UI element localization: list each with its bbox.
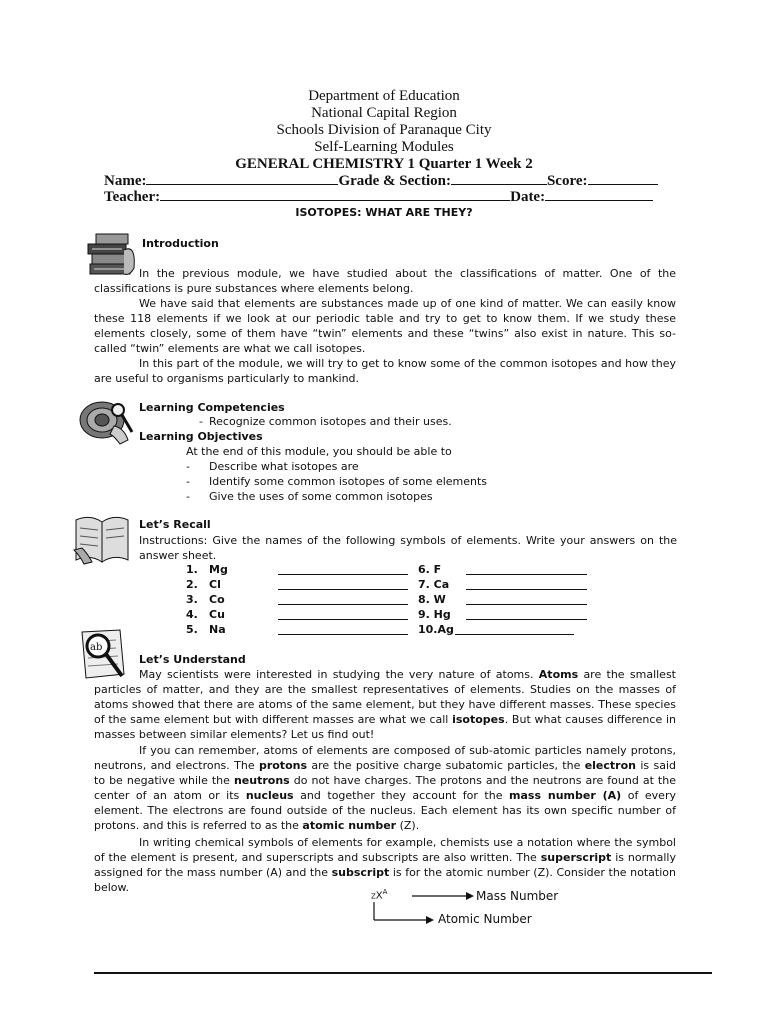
recall-right-7: 7. Ca [418,578,450,591]
target-icon [78,396,136,446]
teacher-label: Teacher: [104,189,161,205]
footer-rule [94,972,712,974]
understand-heading: Let’s Understand [139,653,246,666]
objectives-lead: At the end of this module, you should be able to [186,445,452,458]
name-label: Name: [104,173,147,189]
recall-left-4: 4. Cu [186,608,225,621]
recall-left-5: 5. Na [186,623,226,636]
intro-paragraph-2: We have said that elements are substances made up of one kind of matter. We can easily know these 118 elements if we look at our periodic table and try to get to know them. If we study these elements closely, some of them have “twin” elements and these “twins” also exist in nature. This so-called “twin” elements are what we call isotopes. [94,297,676,355]
answer-line-9[interactable] [466,619,587,620]
answer-line-10[interactable] [455,634,574,635]
competencies-heading: Learning Competencies [139,401,285,414]
name-blank [146,174,338,185]
grade-label: Grade & Section: [338,173,451,189]
score-blank [588,174,658,185]
recall-heading: Let’s Recall [139,518,211,531]
answer-line-2[interactable] [278,589,408,590]
answer-line-3[interactable] [278,604,408,605]
objective-item-3: - Give the uses of some common isotopes [186,490,433,503]
header-division: Schools Division of Paranaque City [276,122,492,138]
svg-text:ab: ab [90,642,103,653]
module-title: ISOTOPES: WHAT ARE THEY? [295,206,473,219]
competency-item-1: - Recognize common isotopes and their uses. [199,415,452,428]
intro-paragraph-1: In the previous module, we have studied about the classifications of matter. One of the classifications is pure substances where elements belong. [94,267,676,295]
objectives-heading: Learning Objectives [139,430,263,443]
answer-line-6[interactable] [466,574,587,575]
header-modules: Self-Learning Modules [314,139,454,155]
understand-paragraph-1: May scientists were interested in studying the very nature of atoms. Atoms are the smallest particles of matter, and they are the smallest representatives of elements. Studies on the masses of atoms showed that there are atoms of the same element, but they have different masses. These species of the same element but with different masses are what we call isotopes. But what causes difference in masses between similar elements? Let us find out! [94,668,676,741]
objective-item-1: - Describe what isotopes are [186,460,359,473]
understand-paragraph-2: If you can remember, atoms of elements are composed of sub-atomic particles namely protons, neutrons, and electrons. The protons are the positive charge subatomic particles, the electron is said to be negative while the neutrons do not have charges. The protons and the neutrons are found at the center of an atom or its nucleus and together they account for the mass number (A) of every element. The electrons are found outside of the nucleus. Each element has its own specific number of protons. and this is referred to as the atomic number (Z). [94,744,676,832]
recall-right-6: 6. F [418,563,442,576]
header-department: Department of Education [308,88,460,104]
answer-line-7[interactable] [466,589,587,590]
answer-line-4[interactable] [278,619,408,620]
mass-number-label: Mass Number [476,889,559,903]
notation-symbol: $ZX^A$ [371,888,388,902]
answer-line-8[interactable] [466,604,587,605]
understand-paragraph-3: In writing chemical symbols of elements for example, chemists use a notation where the symbol of the element is present, and superscripts and subscripts are also written. The superscript is normally assigned for the mass number (A) and the subscript is for the atomic number (Z). Consider the notation below. [94,836,677,894]
answer-line-1[interactable] [278,574,408,575]
date-label: Date: [510,189,546,205]
score-label: Score: [546,173,588,189]
open-book-icon [72,510,134,566]
grade-blank [451,174,547,185]
date-blank [545,190,653,201]
recall-right-8: 8. W [418,593,446,606]
recall-right-10: 10.Ag [418,623,454,636]
teacher-date-line [104,189,669,207]
recall-left-3: 3. Co [186,593,225,606]
course-title: GENERAL CHEMISTRY 1 Quarter 1 Week 2 [235,156,533,172]
objective-item-2: - Identify some common isotopes of some elements [186,475,488,488]
teacher-blank [160,190,510,201]
recall-right-9: 9. Hg [418,608,451,621]
recall-instructions: Instructions: Give the names of the following symbols of elements. Write your answers on the answer sheet. [139,534,677,562]
header-region: National Capital Region [311,105,457,121]
introduction-heading: Introduction [142,237,219,250]
intro-paragraph-3: In this part of the module, we will try to get to know some of the common isotopes and how they are useful to organisms particularly to mankind. [94,357,676,385]
answer-line-5[interactable] [278,634,408,635]
atomic-number-label: Atomic Number [438,912,532,926]
recall-left-1: 1. Mg [186,563,228,576]
recall-left-2: 2. Cl [186,578,221,591]
